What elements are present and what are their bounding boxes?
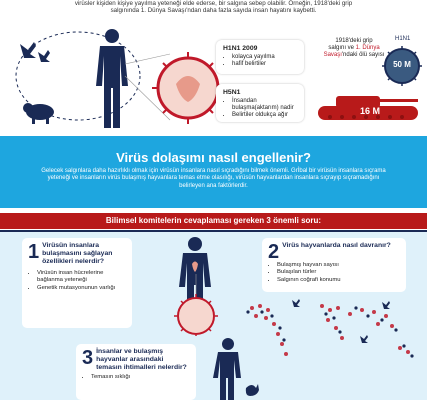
comparison-flu-text-1: 1918'deki grip — [335, 38, 373, 44]
question-title: Virüsün insanlara bulaşmasını sağlayan özellikleri nelerdir? — [42, 242, 113, 265]
band-text: Gelecek salgınlara daha hazırlıklı olmak için virüsün insanlara nasıl sıçradığını bilmek önemli. Grİbal bir virüsün insanlara sıçrama yeteneği ve insanların virüs bulaşmış hayvanlara temas etme olasılığı, virüsün hayvanlardan insanlara sıçrayıp sıçramadığını belirleyen ana faktörlerdir. — [41, 168, 386, 189]
map-dots — [250, 304, 410, 356]
h5n1-item: • İnsandan bulaşma(aktarım) nadir — [232, 98, 297, 112]
comparison-tail-text: 'ndaki ölü sayısı — [341, 52, 385, 59]
question-title: İnsanlar ve bulaşmış hayvanlar arasındaki temasın ihtimalleri nelerdir? — [96, 348, 187, 371]
intro-line-2: salgınında 1. Dünya Savaşı'ndan daha fazla sayıda insan hayatını kaybetti. — [110, 7, 317, 15]
map-dots-navy — [246, 306, 413, 357]
h1n1-item: • hafif belirtiler — [232, 61, 297, 68]
question-number: 2 — [268, 241, 280, 263]
question-item: • Bulaşmış hayvan sayısı — [277, 262, 400, 269]
question-number: 3 — [82, 347, 94, 369]
h1n1-card-title: H1N1 2009 — [223, 45, 258, 52]
flu-deaths-value: 50 M — [393, 60, 411, 69]
farmer-icon — [213, 338, 241, 400]
band-title: Virüs dolaşımı nasıl engellenir? — [116, 150, 311, 165]
h1n1-item: • kolayca yayılma — [232, 54, 297, 61]
virus-icon — [174, 294, 218, 336]
comparison-label — [320, 38, 388, 60]
question-item: • Bulaşılan türler — [277, 269, 400, 276]
comparison-war-text: 1. Dünya Savaşı — [323, 45, 380, 59]
question-title: Virüs hayvanlarda nasıl davranır? — [282, 242, 391, 249]
h1n1-label: H1N1 — [395, 36, 411, 42]
war-deaths-value: 16 M — [359, 106, 380, 116]
comparison-flu-text-2: salgını ve — [328, 45, 356, 52]
question-card-3 — [76, 344, 196, 400]
question-item: • Temasın sıklığı — [91, 374, 190, 381]
intro-text — [0, 0, 427, 22]
question-card-1 — [22, 238, 132, 328]
question-item: • Salgının coğrafi konumu — [277, 277, 400, 284]
h5n1-card-title: H5N1 — [223, 89, 241, 96]
chicken-icon — [246, 384, 259, 396]
world-map-illustration — [232, 296, 427, 368]
farmer-animal-illustration — [200, 336, 260, 400]
tank-icon — [312, 84, 424, 124]
intro-line-1: virüsler kişiden kişiye yayılma yeteneği elde ederse, bir salgına sebep olabilir. Örneğin, 1918'deki grip — [74, 0, 353, 7]
zoom-line-1 — [125, 54, 170, 64]
committee-heading: Bilimsel komitelerin cevaplaması gereken 3 önemli soru: — [105, 216, 322, 225]
h5n1-card — [216, 84, 304, 122]
question-card-2 — [262, 238, 406, 292]
question-item: • Genetik mutasyonunun varlığı — [37, 285, 126, 292]
h1n1-card — [216, 40, 304, 74]
question-number: 1 — [28, 241, 40, 263]
question-item: • Virüsün insan hücrelerine bağlanma yeteneği — [37, 270, 126, 285]
h5n1-item: • Belirtiler oldukça ağır — [232, 112, 297, 119]
birds-icon — [20, 42, 50, 62]
pig-icon — [23, 103, 54, 124]
